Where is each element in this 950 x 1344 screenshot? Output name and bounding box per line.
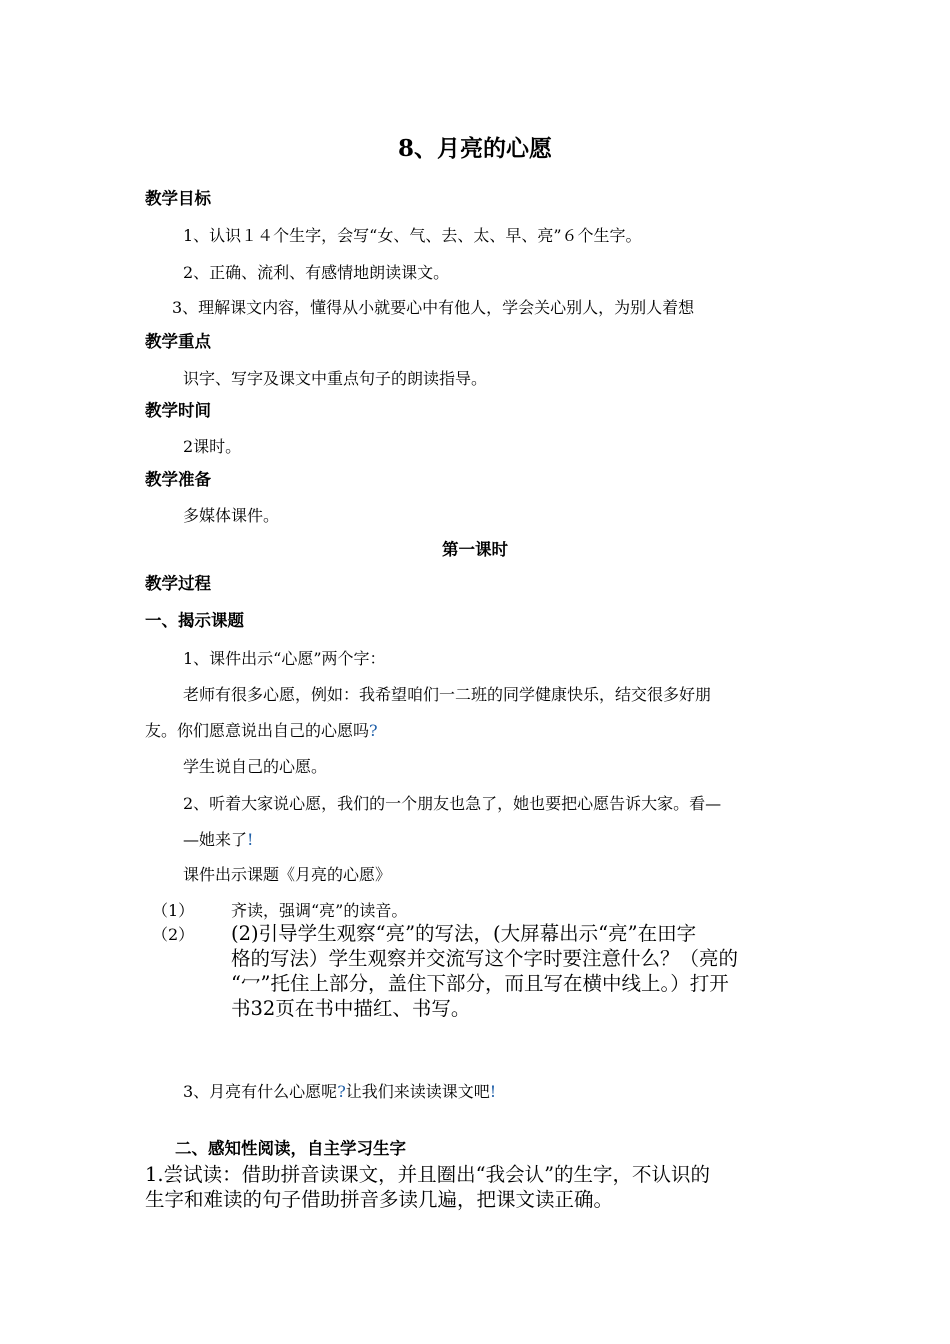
numbered-item-2-line-4: 书32页在书中描红、书写。 [231, 997, 471, 1020]
para-6-text-b: 让我们来读读课文吧 [345, 1082, 490, 1101]
goal-item-2: 2、正确、流利、有感情地朗读课文。 [183, 263, 450, 282]
para-2-question-mark: ? [369, 721, 378, 740]
heading-teaching-time: 教学时间 [145, 401, 211, 420]
section-one-heading: 一、揭示课题 [145, 611, 244, 630]
section-two-line-2: 生字和难读的句子借助拼音多读几遍，把课文读正确。 [145, 1188, 614, 1211]
section-one-para-6 [183, 1081, 496, 1103]
heading-key-points: 教学重点 [145, 332, 211, 351]
para-2-text: 友。你们愿意说出自己的心愿吗 [145, 721, 370, 740]
numbered-label-2: （2） [152, 925, 195, 944]
para-6-text-a: 3、月亮有什么心愿呢 [183, 1082, 338, 1101]
goal-item-3: 3、理解课文内容，懂得从小就要心中有他人，学会关心别人，为别人着想 [172, 298, 695, 317]
numbered-item-1: 齐读，强调“亮”的读音。 [231, 901, 408, 920]
goal-item-1: 1、认识１４个生字，会写“女、气、去、太、早、亮”６个生字。 [183, 226, 642, 245]
para-6-question-mark: ? [337, 1082, 346, 1101]
teaching-prep-text: 多媒体课件。 [183, 506, 280, 525]
document-title: 8、月亮的心愿 [397, 135, 552, 162]
numbered-item-2-line-3: “冖”托住上部分，盖住下部分，而且写在横中线上。）打开 [231, 972, 729, 995]
section-one-para-5: 课件出示课题《月亮的心愿》 [183, 865, 392, 884]
heading-teaching-process: 教学过程 [145, 574, 211, 593]
numbered-item-2-line-2: 格的写法）学生观察并交流写这个字时要注意什么？（亮的 [231, 947, 739, 970]
numbered-label-1: （1） [152, 901, 195, 920]
section-two-line-1: 1.尝试读：借助拼音读课文，并且圈出“我会认”的生字，不认识的 [145, 1163, 711, 1186]
section-one-para-3: 学生说自己的心愿。 [183, 757, 328, 776]
heading-teaching-prep: 教学准备 [145, 470, 211, 489]
section-one-para-4-line-2 [183, 829, 253, 851]
heading-teaching-goals: 教学目标 [145, 189, 211, 208]
section-one-para-4-line-1: 2、听着大家说心愿，我们的一个朋友也急了，她也要把心愿告诉大家。看— [183, 794, 722, 813]
teaching-time-text: 2课时。 [183, 437, 242, 456]
lesson-one-heading: 第一课时 [442, 540, 508, 559]
para-6-exclamation: ! [489, 1082, 497, 1101]
section-one-para-2-line-2 [145, 720, 378, 742]
numbered-item-2-line-1: (2)引导学生观察“亮”的写法，(大屏幕出示“亮”在田字 [231, 922, 697, 945]
section-one-para-2-line-1: 老师有很多心愿，例如：我希望咱们一二班的同学健康快乐，结交很多好朋 [183, 685, 712, 704]
section-one-para-1: 1、课件出示“心愿”两个字： [183, 649, 386, 668]
para-4-exclamation: ! [247, 830, 254, 849]
section-two-heading: 二、感知性阅读，自主学习生字 [175, 1139, 406, 1158]
para-4-text: —她来了 [183, 830, 248, 849]
key-points-text: 识字、写字及课文中重点句子的朗读指导。 [183, 369, 488, 388]
